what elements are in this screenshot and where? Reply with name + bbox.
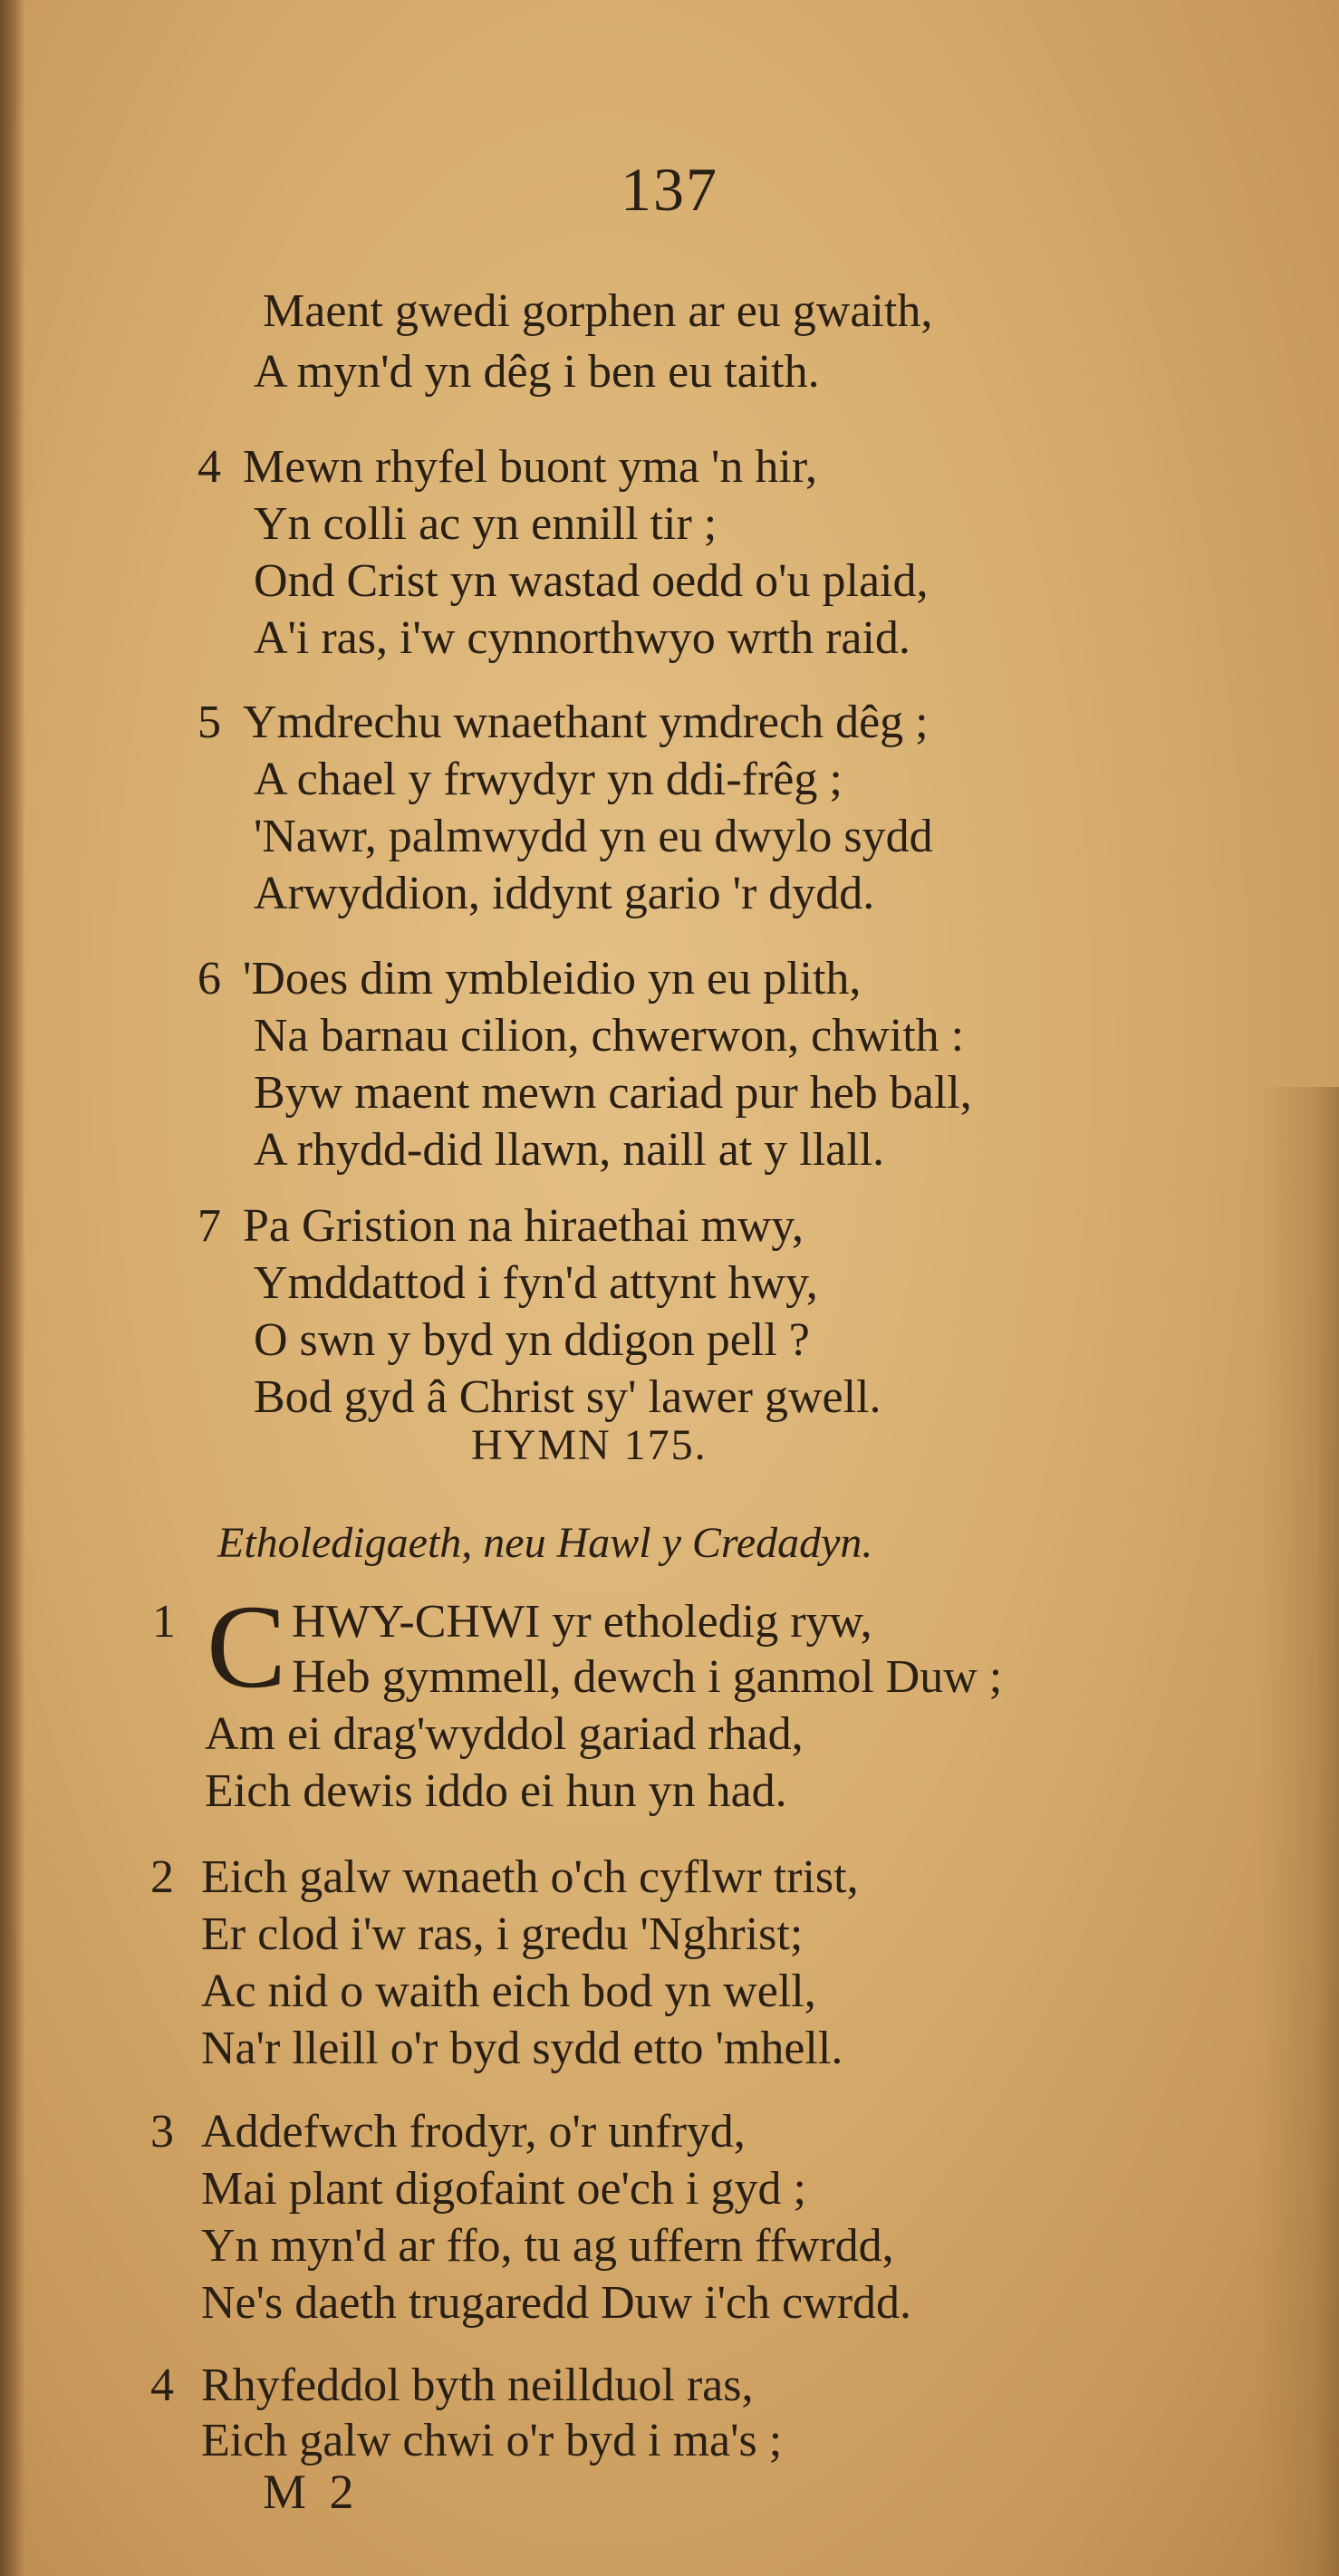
hymn-heading: HYMN 175.	[471, 1421, 708, 1469]
verse-line: Ac nid o waith eich bod yn well,	[201, 1966, 816, 2017]
verse-number: 5	[197, 697, 221, 748]
verse-line: 'Nawr, palmwydd yn eu dwylo sydd	[254, 811, 933, 862]
verse-line: Eich galw wnaeth o'ch cyflwr trist,	[201, 1851, 859, 1903]
verse-number: 1	[152, 1596, 176, 1648]
book-binding-edge	[0, 0, 25, 2576]
hymn-subtitle: Etholedigaeth, neu Hawl y Credadyn.	[217, 1519, 873, 1567]
verse-line: A chael y frwydyr yn ddi-frêg ;	[254, 754, 843, 805]
verse-line: HWY-CHWI yr etholedig ryw,	[292, 1596, 872, 1648]
verse-line: Am ei drag'wyddol gariad rhad,	[205, 1708, 804, 1760]
page-edge-wear	[1257, 1087, 1339, 2576]
verse-line: Yn myn'd ar ffo, tu ag uffern ffwrdd,	[201, 2220, 894, 2272]
continuation-line-2: A myn'd yn dêg i ben eu taith.	[254, 346, 820, 398]
continuation-line-1: Maent gwedi gorphen ar eu gwaith,	[263, 285, 933, 337]
drop-cap: C	[207, 1580, 287, 1713]
verse-line: Arwyddion, iddynt gario 'r dydd.	[254, 868, 875, 919]
verse-line: Mai plant digofaint oe'ch i gyd ;	[201, 2163, 806, 2215]
verse-line: Mewn rhyfel buont yma 'n hir,	[243, 441, 818, 493]
verse-line: Addefwch frodyr, o'r unfryd,	[201, 2106, 746, 2158]
verse-line: Ne's daeth trugaredd Duw i'ch cwrdd.	[201, 2277, 912, 2329]
verse-line: Na barnau cilion, chwerwon, chwith :	[254, 1010, 965, 1062]
verse-line: O swn y byd yn ddigon pell ?	[254, 1314, 810, 1366]
verse-line: Er clod i'w ras, i gredu 'Nghrist;	[201, 1908, 804, 1960]
verse-line: Ond Crist yn wastad oedd o'u plaid,	[254, 555, 929, 607]
verse-line: Heb gymmell, dewch i ganmol Duw ;	[292, 1651, 1003, 1703]
verse-line: A rhydd-did llawn, naill at y llall.	[254, 1124, 885, 1176]
verse-line: Na'r lleill o'r byd sydd etto 'mhell.	[201, 2023, 843, 2074]
verse-line: Byw maent mewn cariad pur heb ball,	[254, 1067, 972, 1119]
page-number: 137	[621, 155, 718, 224]
verse-line: Eich galw chwi o'r byd i ma's ;	[201, 2415, 783, 2466]
verse-number: 3	[150, 2106, 174, 2158]
verse-number: 4	[197, 441, 221, 493]
verse-number: 2	[150, 1851, 174, 1903]
verse-line: Eich dewis iddo ei hun yn had.	[205, 1765, 787, 1817]
verse-line: Ymdrechu wnaethant ymdrech dêg ;	[243, 697, 929, 748]
verse-line: Pa Gristion na hiraethai mwy,	[243, 1200, 804, 1252]
verse-line: 'Does dim ymbleidio yn eu plith,	[243, 953, 862, 1004]
verse-line: Yn colli ac yn ennill tir ;	[254, 498, 718, 550]
verse-line: A'i ras, i'w cynnorthwyo wrth raid.	[254, 612, 910, 664]
signature-mark: M 2	[263, 2465, 360, 2519]
verse-line: Rhyfeddol byth neillduol ras,	[201, 2360, 754, 2411]
verse-line: Ymddattod i fyn'd attynt hwy,	[254, 1257, 818, 1309]
verse-line: Bod gyd â Christ sy' lawer gwell.	[254, 1371, 881, 1423]
verse-number: 7	[197, 1200, 221, 1252]
verse-number: 4	[150, 2360, 174, 2411]
verse-number: 6	[197, 953, 221, 1004]
